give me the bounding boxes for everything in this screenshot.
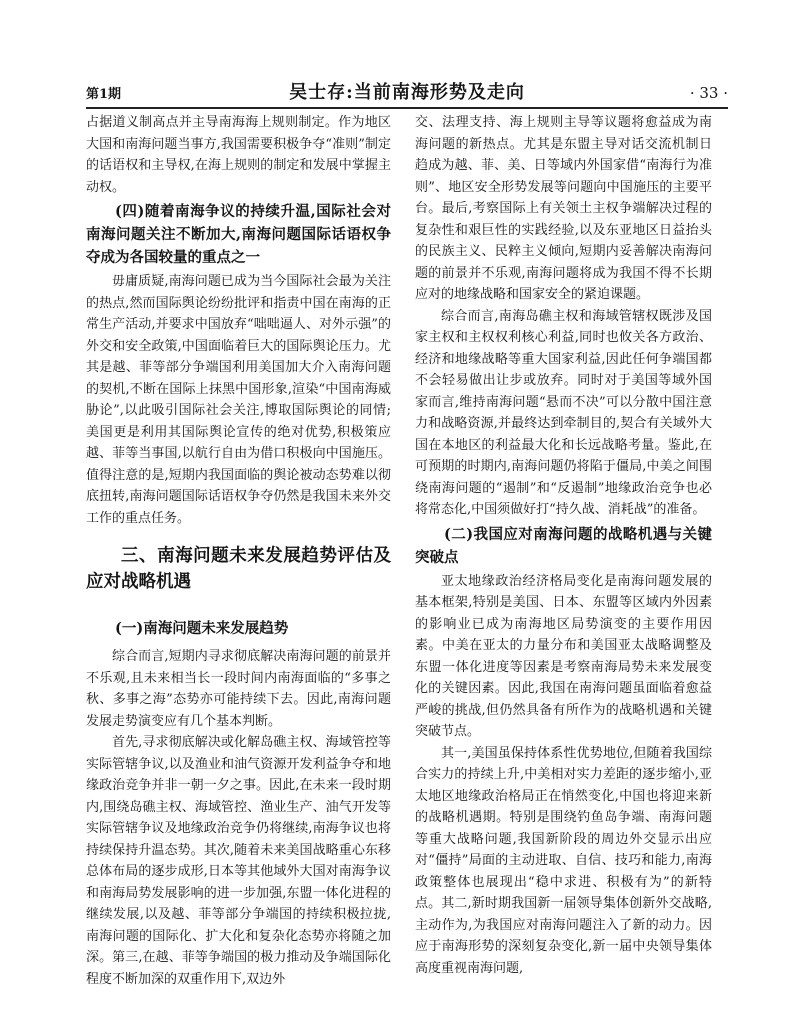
page-number: · 33 · <box>689 84 728 102</box>
paragraph: 占据道义制高点并主导南海海上规则制定。作为地区大国和南海问题当事方,我国需要积极争夺“准则”制定的话语权和主导权,在海上规则的制定和发展中掌握主动权。 <box>86 115 391 195</box>
header-rule <box>86 107 728 109</box>
subsection-heading: (一)南海问题未来发展趋势 <box>115 620 289 637</box>
section-heading: 三、南海问题未来发展趋势评估及应对战略机遇 <box>86 546 391 592</box>
subsection-heading: (四)随着南海争议的持续升温,国际社会对南海问题关注不断加大,南海问题国际话语权争夺成为各国较量的重点之一 <box>86 203 391 266</box>
subsection-heading: (二)我国应对南海问题的战略机遇与关键突破点 <box>415 525 712 566</box>
paragraph: 首先,寻求彻底解决或化解岛礁主权、海域管控等实际管辖争议,以及渔业和油气资源开发利益争夺和地缘政治竞争并非一朝一夕之事。因此,在未来一段时期内,围绕岛礁主权、海域管控、渔业生产、油气开发等实际管辖争议及地缘政治竞争仍将继续,南海争议也将持续保持升温态势。其次,随着未来美国战略重心东移总体布局的逐步成形,日本等其他域外大国对南海争议和南海局势发展影响的进一步加强,东盟一体化进程的继续发展,以及越、菲等部分争端国的持续积极拉拢,南海问题的国际化、扩大化和复杂化态势亦将随之加深。第三,在越、菲等争端国的极力推动及争端国际化程度不断加深的双重作用下,双边外 <box>86 735 391 987</box>
paragraph: 交、法理支持、海上规则主导等议题将愈益成为南海问题的新热点。尤其是东盟主导对话交流机制日趋成为越、菲、美、日等域内外国家借“南海行为准则”、地区安全形势发展等问题向中国施压的主要平台。最后,考察国际上有关领土主权争端解决过程的复杂性和艰巨性的实践经验,以及东亚地区日益抬头的民族主义、民粹主义倾向,短期内妥善解决南海问题的前景并不乐观,南海问题将成为我国不得不长期应对的地缘战略和国家安全的紧迫课题。 <box>415 115 712 302</box>
paragraph: 综合而言,南海岛礁主权和海域管辖权既涉及国家主权和主权权利核心利益,同时也攸关各方政治、经济和地缘战略等重大国家利益,因此任何争端国都不会轻易做出让步或放弃。同时对于美国等域外国家而言,维持南海问题“悬而不决”可以分散中国注意力和战略资源,并最终达到牵制目的,契合有关域外大国在本地区的利益最大化和长远战略考量。鉴此,在可预期的时期内,南海问题仍将陷于僵局,中美之间围绕南海问题的“遏制”和“反遏制”地缘政治竞争也必将常态化,中国须做好打“持久战、消耗战”的准备。 <box>415 308 712 517</box>
paragraph: 毋庸质疑,南海问题已成为当今国际社会最为关注的热点,然而国际舆论纷纷批评和指责中国在南海的正常生产活动,并要求中国放弃“咄咄逼人、对外示强”的外交和安全政策,中国面临着巨大的国际舆论压力。尤其是越、菲等部分争端国利用美国加大介入南海问题的契机,不断在国际上抹黑中国形象,渲染“中国南海威胁论”,以此吸引国际社会关注,博取国际舆论的同情;美国更是利用其国际舆论宣传的绝对优势,积极策应越、菲等当事国,以航行自由为借口积极向中国施压。值得注意的是,短期内我国面临的舆论被动态势难以彻底扭转,南海问题国际话语权争夺仍然是我国未来外交工作的重点任务。 <box>86 274 391 526</box>
running-title: 吴士存:当前南海形势及走向 <box>289 82 525 103</box>
right-column <box>415 112 712 1012</box>
paragraph: 综合而言,短期内寻求彻底解决南海问题的前景并不乐观,且未来相当长一段时间内南海面临的“多事之秋、多事之海”态势亦可能持续下去。因此,南海问题发展走势演变应有几个基本判断。 <box>86 649 391 729</box>
paragraph: 亚太地缘政治经济格局变化是南海问题发展的基本框架,特别是美国、日本、东盟等区域内外因素的影响业已成为南海地区局势演变的主要作用因素。中美在亚太的力量分布和美国亚太战略调整及东盟一体化进度等因素是考察南海局势未来发展变化的关键因素。因此,我国在南海问题虽面临着愈益严峻的挑战,但仍然具备有所作为的战略机遇和关键突破节点。 <box>415 573 712 739</box>
issue-number: 第1期 <box>86 87 122 102</box>
left-column <box>86 112 391 1012</box>
running-header <box>86 78 728 104</box>
paragraph: 其一,美国虽保持体系性优势地位,但随着我国综合实力的持续上升,中美相对实力差距的逐步缩小,亚太地区地缘政治格局正在悄然变化,中国也将迎来新的战略机遇期。特别是围绕钓鱼岛争端、南海问题等重大战略问题,我国新阶段的周边外交显示出应对“僵持”局面的主动进取、自信、技巧和能力,南海政策整体也展现出“稳中求进、积极有为”的新特点。其二,新时期我国新一届领导集体创新外交战略,主动作为,为我国应对南海问题注入了新的动力。因应于南海形势的深刻复杂变化,新一届中央领导集体高度重视南海问题, <box>415 745 712 976</box>
